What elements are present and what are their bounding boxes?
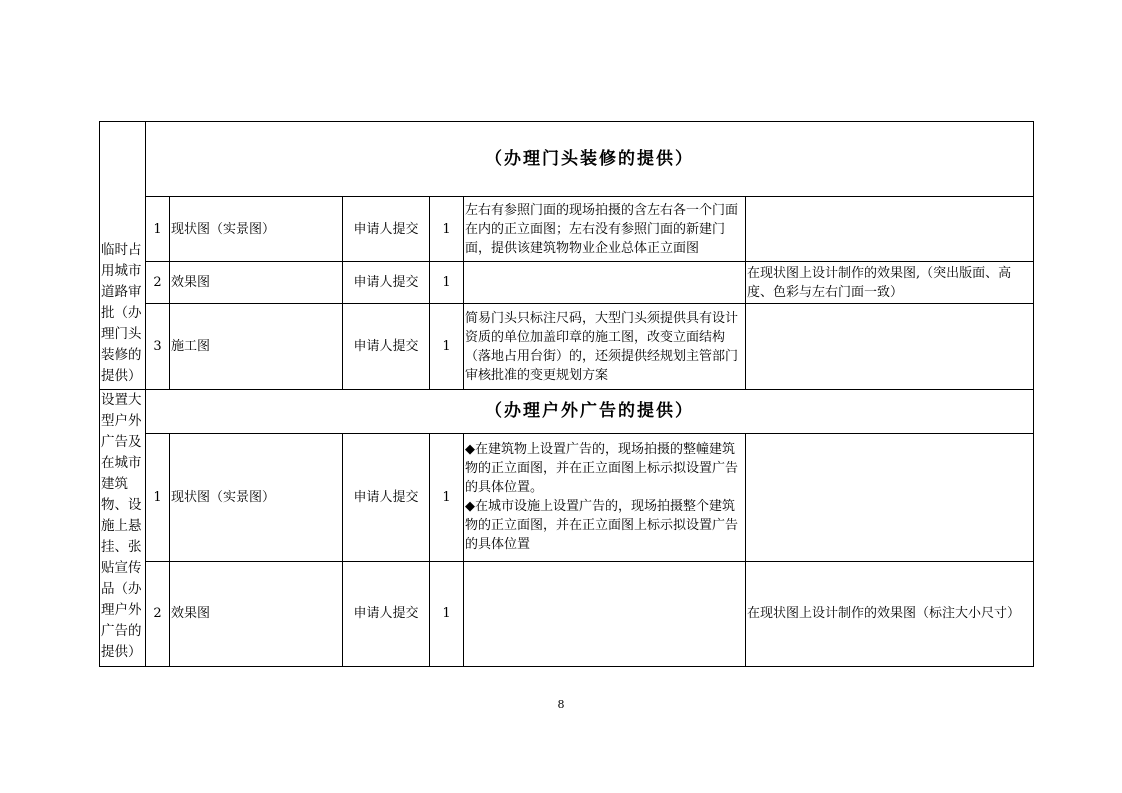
submitter: 申请人提交 [343,304,430,390]
category-cell-storefront: 临时占用城市道路审批（办理门头装修的提供） [100,122,146,390]
section-heading-row [100,390,1034,433]
row-number: 2 [146,561,170,666]
copy-count: 1 [430,304,464,390]
material-name: 施工图 [170,304,343,390]
material-name: 现状图（实景图） [170,197,343,262]
requirement: 简易门头只标注尺码，大型门头须提供具有设计资质的单位加盖印章的施工图，改变立面结构（落地占用台街）的，还须提供经规划主管部门审核批准的变更规划方案 [464,304,746,390]
submitter: 申请人提交 [343,561,430,666]
note: 在现状图上设计制作的效果图,（突出版面、高度、色彩与左右门面一致） [746,262,1034,304]
note [746,433,1034,561]
requirement-line: ◆在城市设施上设置广告的，现场拍摄整个建筑物的正立面图，并在正立面图上标示拟设置广告的具体位置 [465,499,739,553]
copy-count: 1 [430,197,464,262]
materials-table [99,121,1034,667]
submitter: 申请人提交 [343,197,430,262]
requirement: 左右有参照门面的现场拍摄的含左右各一个门面在内的正立面图；左右没有参照门面的新建门面，提供该建筑物物业企业总体正立面图 [464,197,746,262]
row-number: 3 [146,304,170,390]
requirement-line: ◆在建筑物上设置广告的，现场拍摄的整幢建筑物的正立面图，并在正立面图上标示拟设置广告的具体位置。 [465,442,739,496]
section-heading-storefront: （办理门头装修的提供） [146,122,1034,197]
submitter: 申请人提交 [343,433,430,561]
submitter: 申请人提交 [343,262,430,304]
copy-count: 1 [430,433,464,561]
page-number: 8 [557,698,565,711]
table-row [100,197,1034,262]
copy-count: 1 [430,262,464,304]
requirement [464,561,746,666]
table-row [100,304,1034,390]
note [746,197,1034,262]
note: 在现状图上设计制作的效果图（标注大小尺寸） [746,561,1034,666]
section-heading-row [100,122,1034,197]
material-name: 现状图（实景图） [170,433,343,561]
table-row [100,561,1034,666]
section-heading-outdoor-ads: （办理户外广告的提供） [146,390,1034,433]
requirement [464,433,746,561]
table-row [100,262,1034,304]
copy-count: 1 [430,561,464,666]
table-row [100,433,1034,561]
category-cell-outdoor-ads: 设置大型户外广告及在城市建筑物、设施上悬挂、张贴宣传品（办理户外广告的提供） [100,390,146,667]
material-name: 效果图 [170,561,343,666]
note [746,304,1034,390]
row-number: 2 [146,262,170,304]
material-name: 效果图 [170,262,343,304]
row-number: 1 [146,197,170,262]
requirement [464,262,746,304]
row-number: 1 [146,433,170,561]
